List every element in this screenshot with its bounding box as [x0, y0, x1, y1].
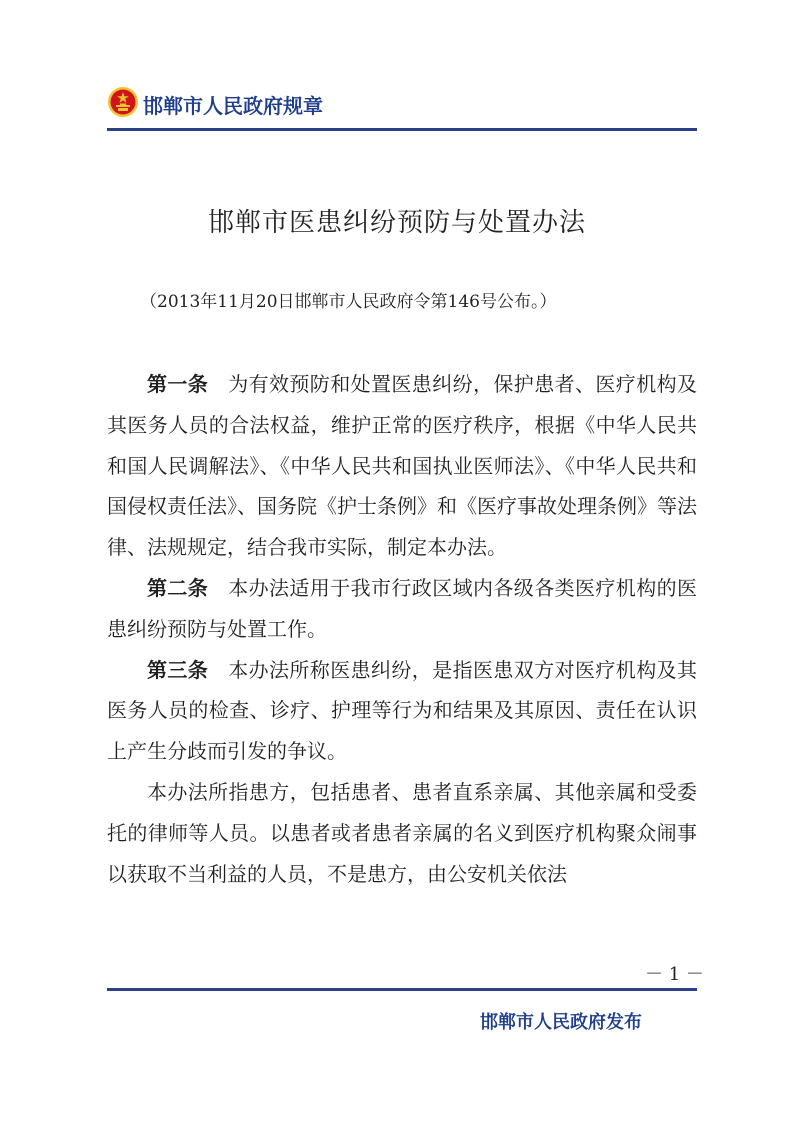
paragraph-article-3-continued — [107, 772, 697, 894]
document-title: 邯郸市医患纠纷预防与处置办法 — [207, 208, 586, 238]
page-header — [107, 84, 697, 124]
page-number: － 1 － — [645, 964, 704, 985]
footer-publisher: 邯郸市人民政府发布 — [480, 1012, 642, 1033]
paragraph-article-1 — [107, 364, 697, 568]
paragraph-text: 为有效预防和处置医患纠纷，保护患者、医疗机构及其医务人员的合法权益，维护正常的医疗秩序，根据《中华人民共和国人民调解法》、《中华人民共和国执业医师法》、《中华人民共和国侵权责任法》、国务院《护士条例》和《医疗事故处理条例》等法律、法规规定，结合我市实际，制定本办法。 — [107, 372, 698, 560]
document-body — [107, 364, 697, 894]
article-heading: 第二条 — [147, 575, 209, 600]
paragraph-text: 本办法所称医患纠纷，是指医患双方对医疗机构及其医务人员的检查、诊疗、护理等行为和结果及其原因、责任在认识上产生分歧而引发的争议。 — [107, 657, 698, 764]
footer-divider — [107, 988, 697, 991]
national-emblem-icon — [107, 86, 139, 118]
document-subtitle: （2013年11月20日邯郸市人民政府令第146号公布。） — [140, 292, 557, 312]
paragraph-article-3 — [107, 650, 697, 772]
article-heading: 第三条 — [147, 657, 209, 682]
header-divider — [107, 128, 697, 131]
paragraph-text: 本办法所指患方，包括患者、患者直系亲属、其他亲属和受委托的律师等人员。以患者或者患者亲属的名义到医疗机构聚众闹事以获取不当利益的人员，不是患方，由公安机关依法 — [107, 779, 697, 886]
header-title: 邯郸市人民政府规章 — [143, 94, 323, 118]
paragraph-text: 本办法适用于我市行政区域内各级各类医疗机构的医患纠纷预防与处置工作。 — [107, 575, 698, 641]
article-heading: 第一条 — [147, 372, 209, 396]
paragraph-article-2 — [107, 568, 697, 650]
